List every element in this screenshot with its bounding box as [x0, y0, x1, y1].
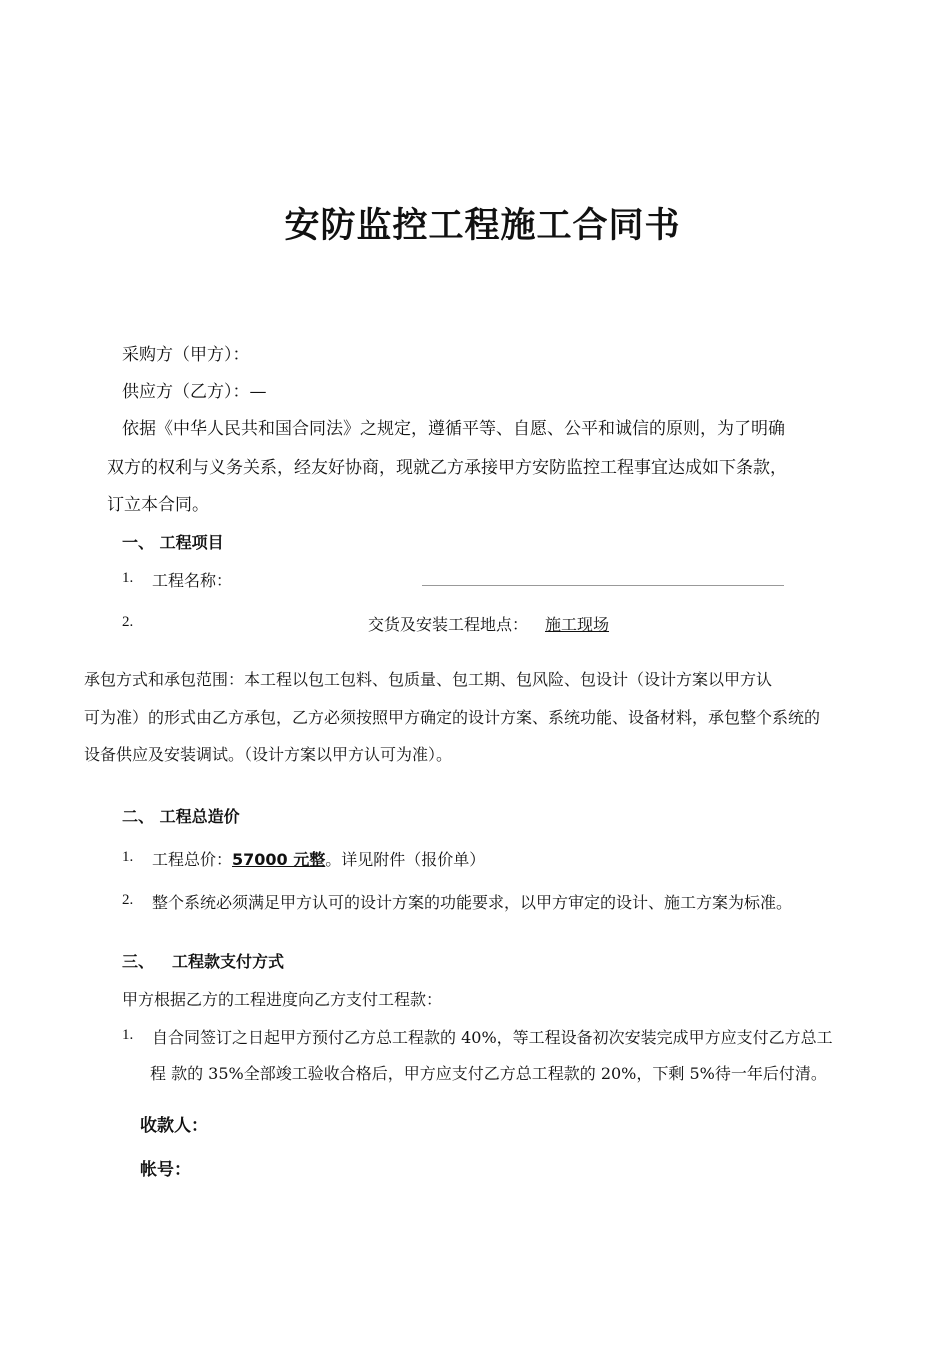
document-title: 安防监控工程施工合同书 [284, 206, 681, 246]
scope-line-3: 设备供应及安装调试。（设计方案以甲方认可为准）。 [84, 745, 453, 764]
delivery-location-label: 交货及安装工程地点： [368, 615, 529, 634]
total-price-line [152, 847, 485, 870]
preamble-line-2: 双方的权利与义务关系，经友好协商，现就乙方承接甲方安防监控工程事宜达成如下条款， [107, 458, 787, 478]
account-label: 帐号： [140, 1160, 191, 1180]
delivery-location-value: 施工现场 [545, 615, 610, 634]
section-1-item-1-number: 1. [122, 570, 134, 586]
payment-intro: 甲方根据乙方的工程进度向乙方支付工程款： [122, 990, 443, 1009]
preamble-line-3: 订立本合同。 [107, 495, 209, 515]
payee-label: 收款人： [140, 1116, 208, 1136]
preamble-line-1: 依据《中华人民共和国合同法》之规定，遵循平等、自愿、公平和诚信的原则，为了明确 [122, 419, 785, 439]
section-3-heading: 工程款支付方式 [172, 952, 285, 971]
total-price-note: 。详见附件（报价单） [325, 850, 486, 869]
section-3-heading-number: 三、 [122, 952, 155, 971]
section-1-item-2-number: 2. [122, 614, 134, 630]
total-price-label: 工程总价： [152, 850, 233, 869]
scope-line-1: 承包方式和承包范围：本工程以包工包料、包质量、包工期、包风险、包设计（设计方案以甲方认 [84, 670, 773, 689]
section-2-item-1-number: 1. [122, 849, 134, 865]
design-requirement-text: 整个系统必须满足甲方认可的设计方案的功能要求，以甲方审定的设计、施工方案为标准。 [152, 893, 793, 912]
section-2-heading: 二、 工程总造价 [122, 807, 240, 826]
buyer-line: 采购方（甲方）： [122, 345, 250, 365]
project-name-blank-line [422, 585, 784, 586]
project-name-label: 工程名称： [152, 571, 233, 590]
section-2-item-2-number: 2. [122, 892, 134, 908]
scope-line-2: 可为准）的形式由乙方承包，乙方必须按照甲方确定的设计方案、系统功能、设备材料，承包整个系统的 [84, 708, 821, 727]
payment-terms-line-1: 自合同签订之日起甲方预付乙方总工程款的 40%，等工程设备初次安装完成甲方应支付乙方总工 [152, 1028, 833, 1047]
payment-terms-line-2: 程 款的 35%全部竣工验收合格后，甲方应支付乙方总工程款的 20%，下剩 5%待一年后付清。 [150, 1064, 827, 1083]
section-3-item-1-number: 1. [122, 1027, 134, 1043]
supplier-line: 供应方（乙方）：— [122, 382, 267, 402]
section-1-heading: 一、 工程项目 [122, 533, 224, 552]
total-price-amount: 57000 元整 [232, 850, 326, 869]
